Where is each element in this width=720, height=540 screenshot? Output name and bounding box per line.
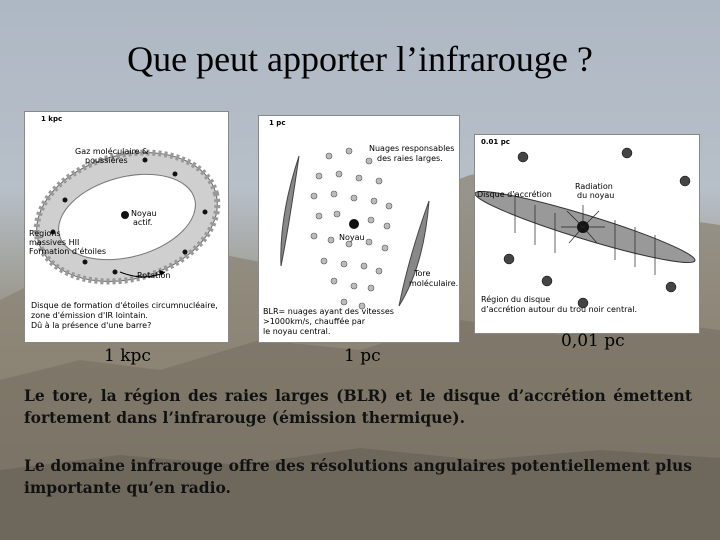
panel1-regions-label-2: massives HII	[29, 238, 80, 247]
panel3-disk-label: Disque d’accrétion	[477, 190, 552, 199]
paragraph-angular-resolution: Le domaine infrarouge offre des résolutions angulaires potentiellement plus importante qu’en radio.	[24, 456, 692, 497]
panel1-gas-label-2: poussières	[85, 156, 128, 165]
panel1-regions-label-3: Formation d’étoiles	[29, 247, 107, 256]
panel1-scale-label: 1 kpc	[41, 115, 63, 123]
slide-title: Que peut apporter l’infrarouge ?	[127, 39, 593, 79]
panel1-bottom-label-1: Disque de formation d'étoiles circumnucléaire,	[31, 301, 218, 310]
figure-pc-scale	[258, 115, 460, 343]
torus-left	[281, 156, 299, 266]
panel2-scale-label: 1 pc	[269, 119, 286, 127]
panel1-bottom-label-3: Dû à la présence d'une barre?	[31, 321, 152, 330]
torus-right	[399, 201, 429, 306]
nucleus-dot	[349, 219, 359, 229]
accretion-diagram	[475, 135, 699, 333]
panel1-nucleus-label-1: Noyau	[131, 209, 157, 218]
active-nucleus-dot	[121, 211, 129, 219]
blr-clouds	[311, 148, 392, 309]
figure-001pc-scale	[474, 134, 700, 334]
panel1-bottom-label-2: zone d'émission d'IR lointain.	[31, 311, 148, 320]
panel3-region-label-2: d’accrétion autour du trou noir central.	[481, 305, 638, 314]
panel3-radiation-label-2: du noyau	[577, 191, 615, 200]
panel2-blr-label-1: BLR= nuages ayant des vitesses	[263, 307, 394, 316]
panel1-rotation-label: Rotation	[137, 271, 171, 280]
panel1-regions-label-1: Regions	[29, 229, 61, 238]
panel1-nucleus-label-2: actif.	[133, 218, 153, 227]
panel2-clouds-label-2: des raies larges.	[377, 154, 443, 163]
panel2-nucleus-label: Noyau	[339, 233, 365, 242]
panel2-torus-label-2: moléculaire.	[409, 279, 459, 288]
panel2-torus-label-1: Tore	[414, 269, 431, 278]
panel3-region-label-1: Région du disque	[481, 295, 551, 304]
caption-1pc: 1 pc	[344, 346, 381, 366]
panel3-scale-label: 0.01 pc	[481, 138, 510, 146]
panel1-gas-label-1: Gaz moléculaire &	[75, 147, 149, 156]
kpc-diagram	[25, 112, 228, 342]
panel2-clouds-label-1: Nuages responsables	[369, 144, 455, 153]
caption-001pc: 0,01 pc	[561, 331, 625, 351]
figure-kpc-scale	[24, 111, 229, 343]
panel2-blr-label-2: >1000km/s, chauffée par	[263, 317, 366, 326]
panel3-radiation-label-1: Radiation	[575, 182, 613, 191]
pc-diagram	[259, 116, 459, 342]
paragraph-infrared-emission: Le tore, la région des raies larges (BLR) et le disque d’accrétion émettent fortement dans l’infrarouge (émission thermique).	[24, 386, 692, 427]
panel2-blr-label-3: le noyau central.	[263, 327, 331, 336]
caption-1kpc: 1 kpc	[104, 346, 151, 366]
